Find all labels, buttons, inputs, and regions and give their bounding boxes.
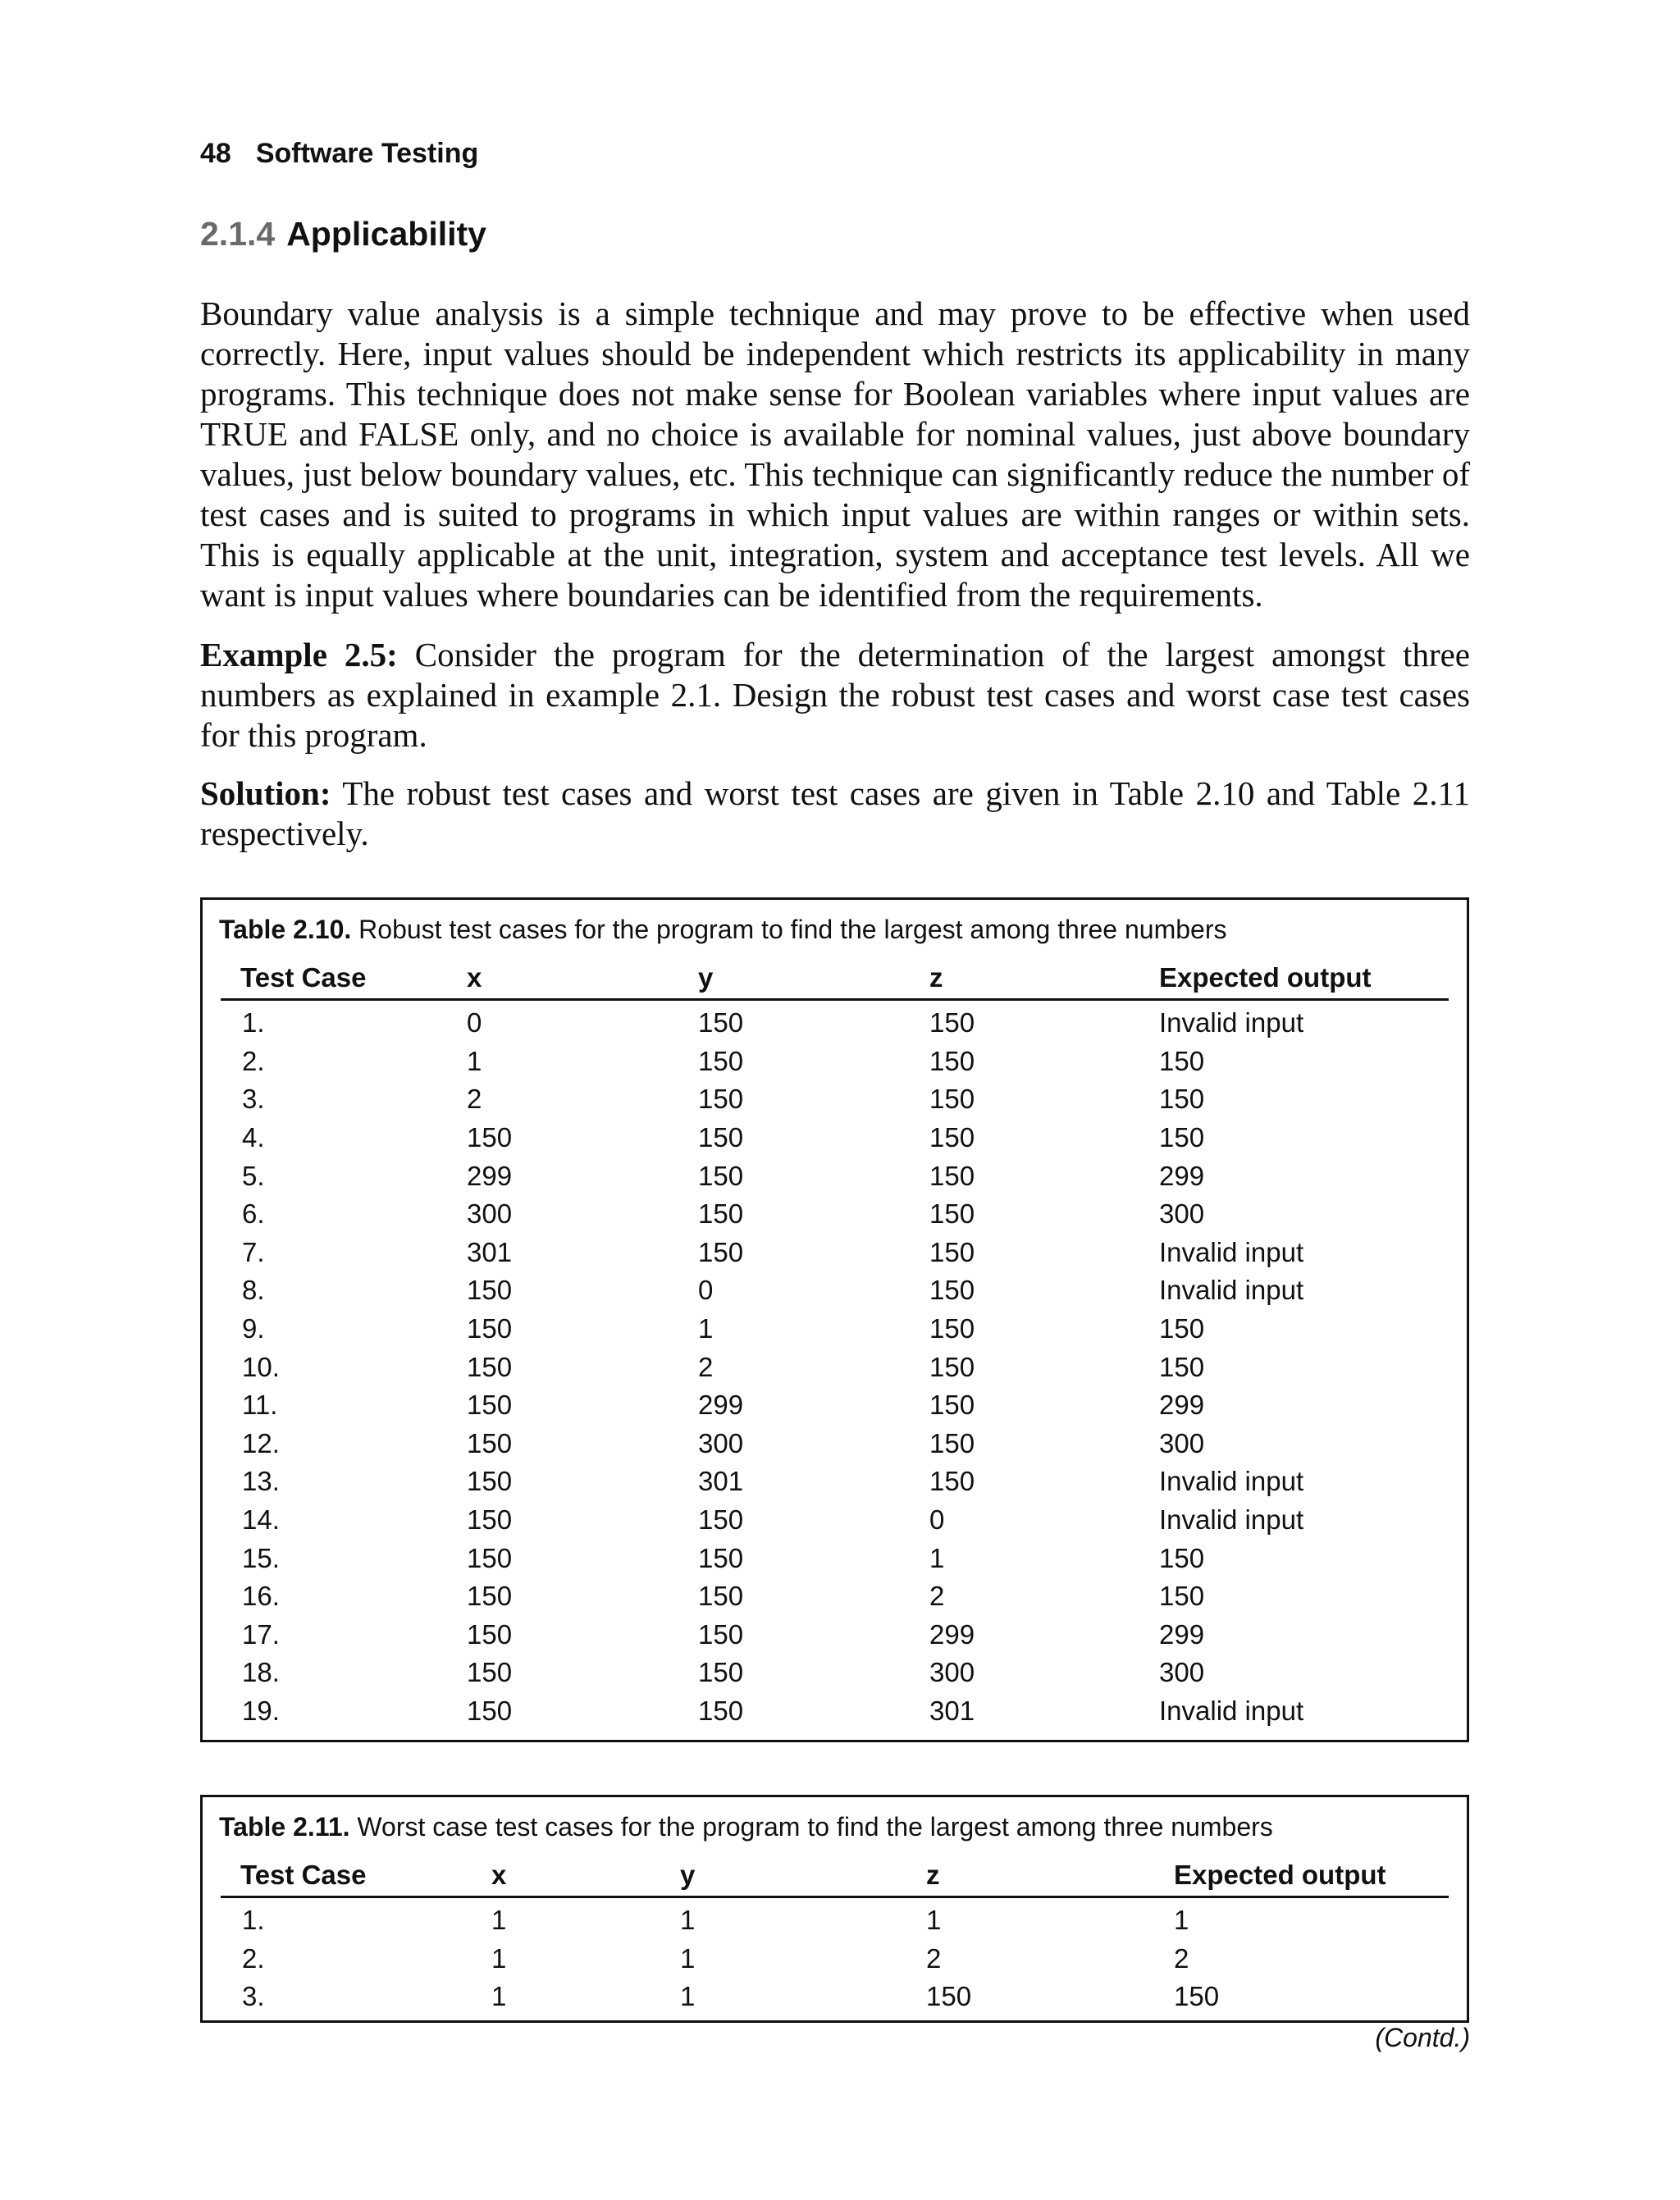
- table-cell: 150: [1159, 1351, 1205, 1382]
- table-cell: 1.: [242, 1905, 265, 1936]
- column-header: Test Case: [221, 962, 467, 1000]
- table-caption-text: Robust test cases for the program to find the largest among three numbers: [358, 915, 1227, 944]
- table-cell: 2.: [242, 1942, 265, 1974]
- table-cell: Invalid input: [1159, 1007, 1304, 1038]
- table-cell: 150: [698, 1007, 744, 1038]
- table-cell: 2: [467, 1084, 482, 1115]
- column-header: y: [698, 962, 929, 1000]
- table-caption: [219, 1812, 1273, 1842]
- example-paragraph: [200, 635, 1470, 755]
- table-cell: 150: [929, 1122, 975, 1153]
- table-row: [221, 1000, 1449, 1043]
- table-cell: 299: [698, 1390, 744, 1421]
- table-row: [221, 1978, 1449, 2016]
- table-row: [221, 1271, 1449, 1310]
- table-cell: 0: [467, 1007, 482, 1038]
- table-cell: 3.: [242, 1084, 265, 1115]
- table-cell: Invalid input: [1159, 1275, 1304, 1306]
- table-row: [221, 1577, 1449, 1616]
- table-row: [221, 1897, 1449, 1940]
- table-cell: 150: [929, 1466, 975, 1497]
- table-caption-label: Table 2.10.: [219, 915, 352, 944]
- table-cell: 1: [680, 1981, 696, 2012]
- table-cell: 150: [929, 1045, 975, 1076]
- table-cell: 19.: [242, 1695, 280, 1726]
- column-header: z: [916, 1860, 1174, 1897]
- table-cell: 150: [698, 1504, 744, 1536]
- table-caption-text: Worst case test cases for the program to find the largest among three numbers: [357, 1812, 1273, 1842]
- table-cell: 150: [467, 1122, 513, 1153]
- table-cell: 150: [929, 1313, 975, 1344]
- table-cell: 1: [491, 1905, 507, 1936]
- table-row: [221, 1119, 1449, 1157]
- table-cell: 150: [698, 1695, 744, 1726]
- table-cell: 150: [929, 1160, 975, 1191]
- table-cell: 3.: [242, 1981, 265, 2012]
- table-cell: 150: [467, 1542, 513, 1573]
- table-row: [221, 1654, 1449, 1692]
- table-cell: 1: [926, 1905, 942, 1936]
- table-cell: 13.: [242, 1466, 280, 1497]
- worst-case-test-cases-table: [221, 1860, 1449, 2016]
- table-row: [221, 1940, 1449, 1979]
- table-cell: 2: [698, 1351, 714, 1382]
- column-header: Expected output: [1174, 1860, 1449, 1897]
- table-cell: 150: [698, 1084, 744, 1115]
- table-cell: 150: [467, 1581, 513, 1612]
- table-cell: 6.: [242, 1198, 265, 1230]
- solution-text: The robust test cases and worst test cases are given in Table 2.10 and Table 2.11 respectively.: [200, 774, 1471, 852]
- table-cell: 150: [698, 1045, 744, 1076]
- table-cell: 150: [467, 1275, 513, 1306]
- table-header-row: [221, 962, 1449, 1000]
- applicability-paragraph: Boundary value analysis is a simple technique and may prove to be effective when used correctly. Here, input values should be independent which restricts its applicability in many programs. This technique does not make sense for Boolean variables where input values are TRUE and FALSE only, and no choice is available for nominal values, just above boundary values, just below boundary values, etc. This technique can significantly reduce the number of test cases and is suited to programs in which input values are within ranges or within sets. This is equally applicable at the unit, integration, system and acceptance test levels. All we want is input values where boundaries can be identified from the requirements.: [200, 294, 1470, 614]
- table-cell: 4.: [242, 1122, 265, 1153]
- table-cell: 299: [467, 1160, 513, 1191]
- column-header: Expected output: [1159, 962, 1449, 1000]
- table-cell: 150: [698, 1542, 744, 1573]
- column-header: y: [672, 1860, 916, 1897]
- table-cell: 150: [698, 1198, 744, 1230]
- table-cell: 7.: [242, 1236, 265, 1267]
- table-cell: 10.: [242, 1351, 280, 1382]
- table-cell: Invalid input: [1159, 1236, 1304, 1267]
- solution-label: Solution:: [200, 774, 331, 812]
- table-cell: 150: [1159, 1542, 1205, 1573]
- table-row: [221, 1501, 1449, 1540]
- table-cell: 150: [467, 1313, 513, 1344]
- table-cell: 8.: [242, 1275, 265, 1306]
- table-row: [221, 1157, 1449, 1195]
- table-cell: 150: [929, 1390, 975, 1421]
- table-cell: 150: [467, 1618, 513, 1650]
- table-cell: 0: [929, 1504, 945, 1536]
- table-cell: 150: [929, 1351, 975, 1382]
- example-text: Consider the program for the determination of the largest amongst three numbers as explained in example 2.1. Design the robust test cases and worst case test cases for this program.: [200, 636, 1471, 754]
- table-cell: 299: [1159, 1160, 1205, 1191]
- table-row: [221, 1234, 1449, 1272]
- table-cell: 150: [698, 1160, 744, 1191]
- table-cell: 300: [1159, 1198, 1205, 1230]
- table-cell: 150: [929, 1427, 975, 1458]
- table-cell: 300: [1159, 1657, 1205, 1688]
- table-cell: 5.: [242, 1160, 265, 1191]
- table-header-row: [221, 1860, 1449, 1897]
- table-cell: 150: [926, 1981, 972, 2012]
- table-cell: 9.: [242, 1313, 265, 1344]
- table-row: [221, 1425, 1449, 1463]
- section-title: Applicability: [286, 215, 486, 253]
- example-label: Example 2.5:: [200, 636, 398, 673]
- table-cell: 299: [1159, 1390, 1205, 1421]
- table-cell: 150: [698, 1657, 744, 1688]
- table-row: [221, 1692, 1449, 1731]
- table-cell: 1.: [242, 1007, 265, 1038]
- table-cell: 150: [1159, 1313, 1205, 1344]
- column-header: x: [467, 1860, 672, 1897]
- table-cell: 150: [929, 1007, 975, 1038]
- section-heading: [200, 215, 486, 253]
- table-cell: 150: [929, 1198, 975, 1230]
- table-row: [221, 1310, 1449, 1349]
- table-cell: 150: [698, 1122, 744, 1153]
- table-row: [221, 1386, 1449, 1425]
- running-head: [200, 138, 478, 170]
- table-row: [221, 1348, 1449, 1386]
- column-header: x: [467, 962, 698, 1000]
- table-cell: 150: [929, 1236, 975, 1267]
- table-cell: 12.: [242, 1427, 280, 1458]
- table-cell: 150: [467, 1695, 513, 1726]
- table-cell: 150: [467, 1466, 513, 1497]
- table-2-11: [200, 1795, 1469, 2023]
- table-cell: 150: [698, 1236, 744, 1267]
- table-cell: 150: [1159, 1581, 1205, 1612]
- table-cell: 300: [467, 1198, 513, 1230]
- book-title: Software Testing: [255, 138, 479, 169]
- table-cell: 150: [1174, 1981, 1220, 2012]
- table-cell: 1: [698, 1313, 714, 1344]
- table-cell: 299: [1159, 1618, 1205, 1650]
- continuation-note: (Contd.): [1375, 2023, 1470, 2052]
- table-cell: 150: [467, 1657, 513, 1688]
- table-row: [221, 1043, 1449, 1081]
- table-cell: 150: [698, 1581, 744, 1612]
- table-body: [221, 1000, 1449, 1731]
- table-cell: 150: [1159, 1122, 1205, 1153]
- table-cell: 299: [929, 1618, 975, 1650]
- table-cell: 150: [467, 1504, 513, 1536]
- table-caption: [219, 915, 1226, 945]
- table-cell: 150: [1159, 1045, 1205, 1076]
- table-cell: 2: [929, 1581, 945, 1612]
- table-cell: 300: [929, 1657, 975, 1688]
- table-caption-label: Table 2.11.: [219, 1812, 350, 1842]
- table-cell: 1: [491, 1981, 507, 2012]
- table-cell: 2: [1174, 1942, 1189, 1974]
- table-cell: 150: [467, 1427, 513, 1458]
- robust-test-cases-table: [221, 962, 1449, 1730]
- column-header: z: [929, 962, 1159, 1000]
- table-cell: 1: [491, 1942, 507, 1974]
- table-cell: 15.: [242, 1542, 280, 1573]
- table-cell: 18.: [242, 1657, 280, 1688]
- table-cell: Invalid input: [1159, 1504, 1304, 1536]
- table-row: [221, 1539, 1449, 1577]
- table-cell: 2: [926, 1942, 942, 1974]
- table-body: [221, 1897, 1449, 2016]
- table-cell: 16.: [242, 1581, 280, 1612]
- section-number: 2.1.4: [200, 215, 276, 253]
- table-cell: 1: [929, 1542, 945, 1573]
- table-row: [221, 1616, 1449, 1655]
- table-cell: 17.: [242, 1618, 280, 1650]
- table-row: [221, 1463, 1449, 1501]
- table-2-10: [200, 897, 1469, 1742]
- table-cell: Invalid input: [1159, 1695, 1304, 1726]
- page-number: 48: [200, 138, 231, 169]
- table-cell: 150: [929, 1275, 975, 1306]
- table-cell: 1: [680, 1942, 696, 1974]
- table-row: [221, 1080, 1449, 1119]
- table-cell: 150: [698, 1618, 744, 1650]
- table-cell: Invalid input: [1159, 1466, 1304, 1497]
- table-cell: 150: [467, 1390, 513, 1421]
- table-cell: 14.: [242, 1504, 280, 1536]
- table-cell: 11.: [242, 1390, 278, 1421]
- table-cell: 150: [1159, 1084, 1205, 1115]
- table-cell: 150: [929, 1084, 975, 1115]
- table-cell: 301: [929, 1695, 975, 1726]
- solution-paragraph: [200, 774, 1470, 854]
- table-cell: 150: [467, 1351, 513, 1382]
- column-header: Test Case: [221, 1860, 467, 1897]
- table-cell: 2.: [242, 1045, 265, 1076]
- table-cell: 301: [467, 1236, 513, 1267]
- table-cell: 1: [1174, 1905, 1189, 1936]
- table-cell: 300: [1159, 1427, 1205, 1458]
- table-row: [221, 1195, 1449, 1234]
- table-cell: 0: [698, 1275, 714, 1306]
- table-cell: 301: [698, 1466, 744, 1497]
- table-cell: 300: [698, 1427, 744, 1458]
- table-cell: 1: [680, 1905, 696, 1936]
- table-cell: 1: [467, 1045, 482, 1076]
